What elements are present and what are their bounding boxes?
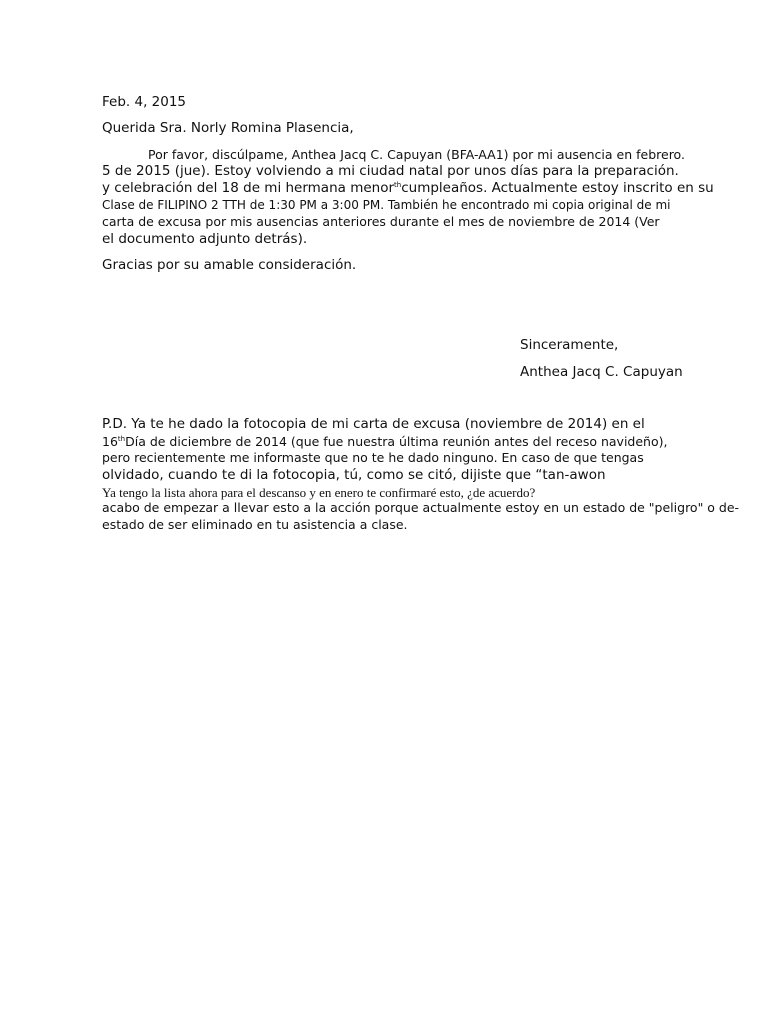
- body-line-3: [102, 182, 714, 196]
- ps-line-2-text: Día de diciembre de 2014 (que fue nuestra última reunión antes del receso navideño),: [125, 434, 668, 449]
- body-line-3-text-b: cumpleaños. Actualmente estoy inscrito en su: [401, 180, 714, 196]
- closing-line: Sinceramente,: [520, 337, 619, 353]
- ps-line-4: olvidado, cuando te di la fotocopia, tú, como se citó, dijiste que “tan-awon: [102, 467, 606, 483]
- letter-date: Feb. 4, 2015: [102, 94, 187, 110]
- letter-greeting: Querida Sra. Norly Romina Plasencia,: [102, 120, 354, 136]
- ps-line-1: P.D. Ya te he dado la fotocopia de mi carta de excusa (noviembre de 2014) en el: [102, 416, 645, 432]
- body-line-3-text-a: y celebración del 18 de mi hermana menor: [102, 180, 395, 196]
- thanks-line: Gracias por su amable consideración.: [102, 257, 357, 273]
- ordinal-suffix: th: [394, 181, 402, 189]
- ps-line-5: Ya tengo la lista ahora para el descanso y en enero te confirmaré esto, ¿de acuerdo?: [102, 485, 536, 500]
- body-line-6: el documento adjunto detrás).: [102, 231, 308, 247]
- ps-line-3: pero recientemente me informaste que no te he dado ninguno. En caso de que tengas: [102, 450, 644, 465]
- body-line-1: Por favor, discúlpame, Anthea Jacq C. Capuyan (BFA-AA1) por mi ausencia en febrero.: [148, 147, 685, 162]
- ps-line-6: acabo de empezar a llevar esto a la acción porque actualmente estoy en un estado de "peligro" o de-: [102, 500, 740, 515]
- ps-ordinal-suffix: th: [117, 435, 126, 443]
- body-line-4: Clase de FILIPINO 2 TTH de 1:30 PM a 3:00 PM. También he encontrado mi copia original de mi: [102, 198, 671, 212]
- ps-line-2: [102, 436, 667, 449]
- ps-line-2-day: 16: [102, 434, 118, 449]
- body-line-5: carta de excusa por mis ausencias anteriores durante el mes de noviembre de 2014 (Ver: [102, 214, 660, 229]
- body-line-2: 5 de 2015 (jue). Estoy volviendo a mi ciudad natal por unos días para la preparación.: [102, 163, 679, 179]
- ps-line-7: estado de ser eliminado en tu asistencia a clase.: [102, 517, 408, 532]
- signature-name: Anthea Jacq C. Capuyan: [520, 364, 683, 380]
